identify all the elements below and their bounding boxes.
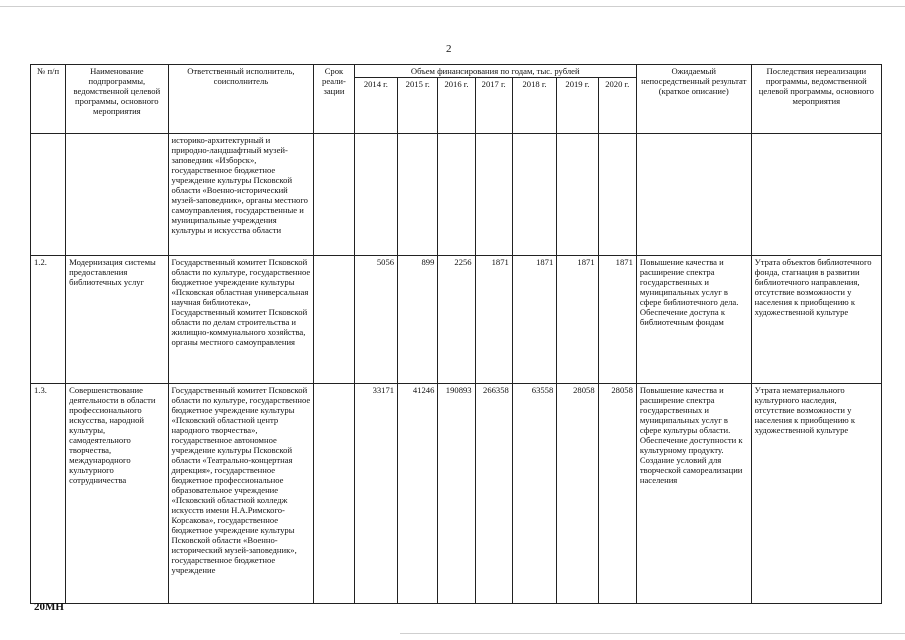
row-value [475,134,512,256]
row-result [636,134,751,256]
row-executor: Государственный комитет Псковской области по культуре, государственное бюджетное учреждение культуры «Псковская областная универсальная научная библиотека», Государственный комитет Псковской области по делам строительства и жилищно-коммунального хозяйства, органы местного самоуправления [168,256,314,384]
header-year: 2015 г. [398,78,438,134]
row-value: 5056 [354,256,397,384]
row-result: Повышение качества и расширение спектра государственных и муниципальных услуг в сфере библиотечного дела. Обеспечение доступа к библиотечным фондам [636,256,751,384]
row-value: 33171 [354,384,397,604]
header-consequences: Последствия нереализации программы, ведомственной целевой программы, основного мероприятия [751,65,881,134]
scan-edge-line [0,6,905,7]
row-num: 1.2. [31,256,66,384]
row-value: 2256 [438,256,475,384]
row-name: Модернизация системы предоставления библиотечных услуг [66,256,168,384]
row-value: 41246 [398,384,438,604]
header-result: Ожидаемый непосредственный результат (краткое описание) [636,65,751,134]
row-value: 899 [398,256,438,384]
header-year: 2014 г. [354,78,397,134]
row-value [438,134,475,256]
header-year: 2018 г. [512,78,556,134]
row-value: 63558 [512,384,556,604]
row-value [354,134,397,256]
row-executor: Государственный комитет Псковской области по культуре, государственное бюджетное учреждение культуры «Псковский областной центр народного творчества», государственное автономное учреждение культуры Псковской области «Театрально-концертная дирекция», государственное бюджетное профессиональное образовательное учреждение «Псковский областной колледж искусств имени Н.А.Римского-Корсакова», государственное бюджетное учреждение культуры Псковской области «Военно-исторический музей-заповедник», государственное бюджетное учреждение [168,384,314,604]
header-year: 2020 г. [598,78,636,134]
row-consequences [751,134,881,256]
header-term: Срок реали-зации [314,65,354,134]
row-value [598,134,636,256]
row-name [66,134,168,256]
row-value [398,134,438,256]
header-num: № п/п [31,65,66,134]
row-value: 1871 [557,256,598,384]
row-executor: историко-архитектурный и природно-ландшафтный музей-заповедник «Изборск», государственное бюджетное учреждение культуры Псковской области «Военно-исторический музей-заповедник», органы местного самоуправления, государственные и муниципальные учреждения культуры и искусства области [168,134,314,256]
row-consequences: Утрата объектов библиотечного фонда, стагнация в развитии библиотечного направления, отсутствие возможности у населения к приобщению к художественной культуре [751,256,881,384]
header-row [31,65,882,78]
row-term [314,256,354,384]
row-term [314,134,354,256]
row-num [31,134,66,256]
row-value: 28058 [598,384,636,604]
row-value: 1871 [475,256,512,384]
row-term [314,384,354,604]
row-consequences: Утрата нематериального культурного наследия, отсутствие возможности у населения к приобщению к художественной культуре [751,384,881,604]
row-num: 1.3. [31,384,66,604]
header-executor: Ответственный исполнитель, соисполнитель [168,65,314,134]
row-value: 28058 [557,384,598,604]
header-year: 2019 г. [557,78,598,134]
header-name: Наименование подпрограммы, ведомственной целевой программы, основного мероприятия [66,65,168,134]
page-number: 2 [446,43,452,55]
row-value [557,134,598,256]
table-row [31,134,882,256]
header-year: 2017 г. [475,78,512,134]
row-value: 190893 [438,384,475,604]
footer-code: 20МН [34,601,64,613]
table-row [31,256,882,384]
row-value: 266358 [475,384,512,604]
scan-edge-line [400,633,905,634]
row-result: Повышение качества и расширение спектра государственных и муниципальных услуг в сфере культуры области. Обеспечение доступности к культурному продукту. Создание условий для творческой самореализации населения [636,384,751,604]
row-value: 1871 [512,256,556,384]
table-row [31,384,882,604]
header-financing: Объем финансирования по годам, тыс. рублей [354,65,636,78]
header-year: 2016 г. [438,78,475,134]
program-table [30,64,882,604]
row-value [512,134,556,256]
row-value: 1871 [598,256,636,384]
row-name: Совершенствование деятельности в области профессионального искусства, народной культуры, самодеятельного творчества, международного культурного сотрудничества [66,384,168,604]
